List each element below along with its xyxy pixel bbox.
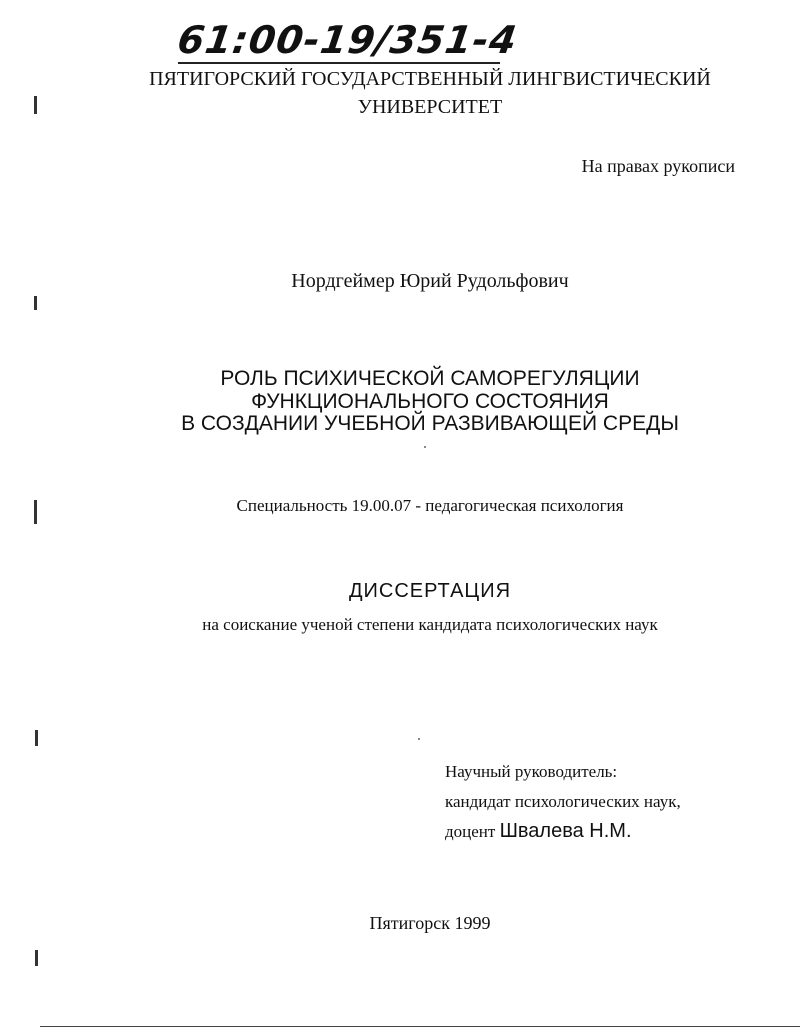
scan-speck — [418, 738, 420, 740]
university-name-line2: УНИВЕРСИТЕТ — [357, 96, 503, 118]
advisor-title: доцент — [445, 822, 496, 841]
university-name-line1: ПЯТИГОРСКИЙ ГОСУДАРСТВЕННЫЙ ЛИНГВИСТИЧЕСКИЙ — [149, 68, 711, 90]
author-name: Нордгеймер Юрий Рудольфович — [291, 270, 569, 292]
archive-code: 61:00-19/351-4 — [174, 18, 521, 62]
scan-edge-mark — [34, 500, 37, 524]
title-line-3: В СОЗДАНИИ УЧЕБНОЙ РАЗВИВАЮЩЕЙ СРЕДЫ — [181, 412, 679, 435]
rights-note: На правах рукописи — [581, 156, 735, 176]
advisor-name: Швалева Н.М. — [499, 820, 632, 842]
title-line-2: ФУНКЦИОНАЛЬНОГО СОСТОЯНИЯ — [251, 390, 609, 413]
city-year: Пятигорск 1999 — [369, 913, 491, 933]
scan-speck — [424, 446, 426, 448]
advisor-title-name — [445, 820, 632, 843]
specialty: Специальность 19.00.07 - педагогическая психология — [236, 496, 624, 515]
archive-code-underline — [178, 62, 500, 64]
advisor-degree: кандидат психологических наук, — [445, 792, 681, 811]
advisor-role: Научный руководитель: — [445, 762, 618, 781]
scan-edge-mark — [34, 296, 37, 310]
scan-bottom-edge — [40, 1026, 800, 1027]
degree-statement: на соискание ученой степени кандидата психологических наук — [202, 615, 658, 634]
scan-edge-mark — [35, 730, 38, 746]
title-line-1: РОЛЬ ПСИХИЧЕСКОЙ САМОРЕГУЛЯЦИИ — [220, 367, 640, 390]
scan-edge-mark — [35, 950, 38, 966]
document-type: ДИССЕРТАЦИЯ — [348, 580, 512, 602]
scan-edge-mark — [34, 96, 37, 114]
